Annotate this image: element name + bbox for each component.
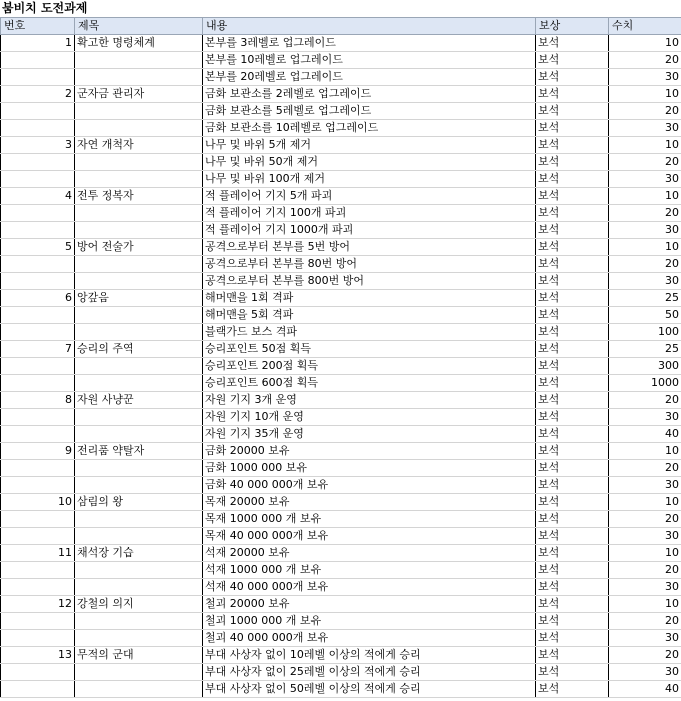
cell-reward[interactable]: 보석 (536, 562, 609, 579)
cell-name[interactable] (75, 307, 203, 324)
cell-no[interactable]: 7 (1, 341, 75, 358)
cell-desc[interactable]: 철괴 20000 보유 (203, 596, 536, 613)
cell-name[interactable]: 전투 정복자 (75, 188, 203, 205)
cell-amount[interactable]: 20 (609, 647, 681, 664)
cell-desc[interactable]: 목재 1000 000 개 보유 (203, 511, 536, 528)
cell-name[interactable] (75, 477, 203, 494)
cell-amount[interactable]: 20 (609, 52, 681, 69)
table-row (1, 596, 681, 613)
cell-amount[interactable]: 30 (609, 222, 681, 239)
cell-desc[interactable]: 나무 및 바위 50개 제거 (203, 154, 536, 171)
cell-no[interactable]: 5 (1, 239, 75, 256)
cell-desc[interactable]: 철괴 40 000 000개 보유 (203, 630, 536, 647)
cell-no[interactable] (1, 511, 75, 528)
cell-reward[interactable]: 보석 (536, 86, 609, 103)
cell-desc[interactable]: 공격으로부터 본부를 800번 방어 (203, 273, 536, 290)
cell-reward[interactable]: 보석 (536, 613, 609, 630)
cell-amount[interactable]: 20 (609, 562, 681, 579)
cell-reward[interactable]: 보석 (536, 647, 609, 664)
cell-no[interactable]: 4 (1, 188, 75, 205)
table-row (1, 86, 681, 103)
cell-amount[interactable]: 30 (609, 171, 681, 188)
cell-reward[interactable]: 보석 (536, 528, 609, 545)
header-name[interactable]: 제목 (75, 18, 203, 35)
cell-amount[interactable]: 25 (609, 341, 681, 358)
cell-no[interactable] (1, 256, 75, 273)
cell-no[interactable] (1, 460, 75, 477)
cell-no[interactable]: 13 (1, 647, 75, 664)
cell-amount[interactable]: 100 (609, 324, 681, 341)
table-row (1, 681, 681, 698)
cell-no[interactable] (1, 562, 75, 579)
cell-reward[interactable]: 보석 (536, 120, 609, 137)
cell-reward[interactable]: 보석 (536, 103, 609, 120)
cell-name[interactable] (75, 460, 203, 477)
cell-desc[interactable]: 승리포인트 200점 획득 (203, 358, 536, 375)
cell-no[interactable] (1, 528, 75, 545)
cell-amount[interactable]: 30 (609, 630, 681, 647)
table-row (1, 664, 681, 681)
cell-reward[interactable]: 보석 (536, 426, 609, 443)
achievements-table (0, 17, 681, 698)
cell-desc[interactable]: 승리포인트 50점 획득 (203, 341, 536, 358)
cell-name[interactable] (75, 511, 203, 528)
cell-reward[interactable]: 보석 (536, 307, 609, 324)
cell-desc[interactable]: 부대 사상자 없이 25레벨 이상의 적에게 승리 (203, 664, 536, 681)
table-row (1, 171, 681, 188)
cell-desc[interactable]: 자원 기지 35개 운영 (203, 426, 536, 443)
cell-amount[interactable]: 30 (609, 120, 681, 137)
cell-desc[interactable]: 부대 사상자 없이 10레벨 이상의 적에게 승리 (203, 647, 536, 664)
cell-no[interactable] (1, 579, 75, 596)
cell-amount[interactable]: 20 (609, 613, 681, 630)
cell-desc[interactable]: 목재 20000 보유 (203, 494, 536, 511)
cell-amount[interactable]: 10 (609, 443, 681, 460)
cell-reward[interactable]: 보석 (536, 664, 609, 681)
cell-no[interactable]: 11 (1, 545, 75, 562)
cell-reward[interactable]: 보석 (536, 222, 609, 239)
cell-amount[interactable]: 20 (609, 511, 681, 528)
header-reward[interactable]: 보상 (536, 18, 609, 35)
cell-reward[interactable]: 보석 (536, 205, 609, 222)
cell-desc[interactable]: 나무 및 바위 5개 제거 (203, 137, 536, 154)
cell-desc[interactable]: 금화 1000 000 보유 (203, 460, 536, 477)
cell-name[interactable] (75, 52, 203, 69)
table-row (1, 460, 681, 477)
cell-name[interactable] (75, 562, 203, 579)
cell-reward[interactable]: 보석 (536, 579, 609, 596)
cell-amount[interactable]: 30 (609, 579, 681, 596)
cell-name[interactable] (75, 528, 203, 545)
cell-desc[interactable]: 적 플레이어 기지 1000개 파괴 (203, 222, 536, 239)
cell-desc[interactable]: 적 플레이어 기지 100개 파괴 (203, 205, 536, 222)
cell-desc[interactable]: 철괴 1000 000 개 보유 (203, 613, 536, 630)
cell-name[interactable] (75, 324, 203, 341)
cell-reward[interactable]: 보석 (536, 596, 609, 613)
table-row (1, 545, 681, 562)
cell-desc[interactable]: 해머맨을 1회 격파 (203, 290, 536, 307)
cell-name[interactable]: 삼림의 왕 (75, 494, 203, 511)
cell-no[interactable] (1, 613, 75, 630)
cell-reward[interactable]: 보석 (536, 681, 609, 698)
cell-reward[interactable]: 보석 (536, 137, 609, 154)
cell-amount[interactable]: 10 (609, 35, 681, 52)
cell-reward[interactable]: 보석 (536, 324, 609, 341)
cell-amount[interactable]: 30 (609, 409, 681, 426)
cell-desc[interactable]: 공격으로부터 본부를 5번 방어 (203, 239, 536, 256)
cell-name[interactable]: 앙갚음 (75, 290, 203, 307)
cell-amount[interactable]: 10 (609, 545, 681, 562)
cell-amount[interactable]: 50 (609, 307, 681, 324)
table-row (1, 562, 681, 579)
cell-name[interactable] (75, 375, 203, 392)
cell-amount[interactable]: 20 (609, 256, 681, 273)
cell-reward[interactable]: 보석 (536, 545, 609, 562)
cell-amount[interactable]: 20 (609, 154, 681, 171)
table-row (1, 494, 681, 511)
table-row (1, 35, 681, 52)
cell-reward[interactable]: 보석 (536, 154, 609, 171)
cell-desc[interactable]: 공격으로부터 본부를 80번 방어 (203, 256, 536, 273)
cell-name[interactable]: 군자금 관리자 (75, 86, 203, 103)
cell-reward[interactable]: 보석 (536, 392, 609, 409)
cell-amount[interactable]: 40 (609, 426, 681, 443)
cell-desc[interactable]: 본부를 10레벨로 업그레이드 (203, 52, 536, 69)
cell-amount[interactable]: 20 (609, 205, 681, 222)
cell-no[interactable] (1, 52, 75, 69)
cell-reward[interactable]: 보석 (536, 290, 609, 307)
table-row (1, 188, 681, 205)
cell-name[interactable] (75, 664, 203, 681)
cell-desc[interactable]: 블랙가드 보스 격파 (203, 324, 536, 341)
cell-name[interactable] (75, 409, 203, 426)
cell-no[interactable] (1, 664, 75, 681)
table-row (1, 613, 681, 630)
cell-no[interactable] (1, 307, 75, 324)
cell-name[interactable]: 방어 전술가 (75, 239, 203, 256)
cell-no[interactable]: 8 (1, 392, 75, 409)
cell-no[interactable] (1, 426, 75, 443)
table-row (1, 443, 681, 460)
cell-name[interactable]: 자원 사냥꾼 (75, 392, 203, 409)
table-row (1, 256, 681, 273)
cell-name[interactable] (75, 681, 203, 698)
cell-no[interactable]: 6 (1, 290, 75, 307)
cell-no[interactable]: 12 (1, 596, 75, 613)
header-row (1, 18, 681, 35)
cell-desc[interactable]: 해머맨을 5회 격파 (203, 307, 536, 324)
cell-no[interactable] (1, 324, 75, 341)
cell-no[interactable] (1, 154, 75, 171)
cell-desc[interactable]: 적 플레이어 기지 5개 파괴 (203, 188, 536, 205)
table-row (1, 375, 681, 392)
cell-reward[interactable]: 보석 (536, 188, 609, 205)
table-row (1, 324, 681, 341)
table-row (1, 392, 681, 409)
cell-amount[interactable]: 20 (609, 460, 681, 477)
cell-amount[interactable]: 10 (609, 86, 681, 103)
cell-desc[interactable]: 승리포인트 600점 획득 (203, 375, 536, 392)
table-row (1, 630, 681, 647)
table-row (1, 273, 681, 290)
table-row (1, 358, 681, 375)
cell-reward[interactable]: 보석 (536, 630, 609, 647)
cell-reward[interactable]: 보석 (536, 256, 609, 273)
cell-reward[interactable]: 보석 (536, 477, 609, 494)
cell-amount[interactable]: 30 (609, 528, 681, 545)
cell-name[interactable] (75, 613, 203, 630)
cell-desc[interactable]: 본부를 3레벨로 업그레이드 (203, 35, 536, 52)
sheet-title: 붐비치 도전과제 (2, 1, 88, 15)
cell-amount[interactable]: 30 (609, 664, 681, 681)
cell-reward[interactable]: 보석 (536, 273, 609, 290)
cell-reward[interactable]: 보석 (536, 358, 609, 375)
cell-amount[interactable]: 1000 (609, 375, 681, 392)
cell-desc[interactable]: 자원 기지 3개 운영 (203, 392, 536, 409)
cell-no[interactable] (1, 171, 75, 188)
table-row (1, 409, 681, 426)
cell-desc[interactable]: 나무 및 바위 100개 제거 (203, 171, 536, 188)
table-row (1, 52, 681, 69)
table-row (1, 307, 681, 324)
cell-amount[interactable]: 10 (609, 239, 681, 256)
cell-desc[interactable]: 금화 40 000 000개 보유 (203, 477, 536, 494)
table-row (1, 154, 681, 171)
cell-name[interactable] (75, 154, 203, 171)
cell-desc[interactable]: 석재 20000 보유 (203, 545, 536, 562)
table-row (1, 511, 681, 528)
cell-no[interactable] (1, 120, 75, 137)
cell-name[interactable] (75, 256, 203, 273)
header-amount[interactable]: 수치 (609, 18, 681, 35)
cell-name[interactable] (75, 171, 203, 188)
cell-reward[interactable]: 보석 (536, 375, 609, 392)
cell-name[interactable] (75, 120, 203, 137)
cell-reward[interactable]: 보석 (536, 494, 609, 511)
cell-amount[interactable]: 30 (609, 69, 681, 86)
cell-amount[interactable]: 10 (609, 137, 681, 154)
cell-name[interactable] (75, 273, 203, 290)
cell-no[interactable] (1, 205, 75, 222)
cell-desc[interactable]: 석재 1000 000 개 보유 (203, 562, 536, 579)
table-row (1, 205, 681, 222)
cell-amount[interactable]: 25 (609, 290, 681, 307)
cell-no[interactable] (1, 103, 75, 120)
cell-no[interactable] (1, 222, 75, 239)
cell-name[interactable]: 확고한 명령체계 (75, 35, 203, 52)
cell-name[interactable]: 자연 개척자 (75, 137, 203, 154)
cell-reward[interactable]: 보석 (536, 460, 609, 477)
table-row (1, 222, 681, 239)
cell-desc[interactable]: 부대 사상자 없이 50레벨 이상의 적에게 승리 (203, 681, 536, 698)
cell-desc[interactable]: 금화 보관소를 10레벨로 업그레이드 (203, 120, 536, 137)
cell-name[interactable]: 무적의 군대 (75, 647, 203, 664)
cell-no[interactable] (1, 409, 75, 426)
table-row (1, 341, 681, 358)
cell-no[interactable] (1, 681, 75, 698)
cell-no[interactable] (1, 630, 75, 647)
table-row (1, 647, 681, 664)
cell-no[interactable]: 10 (1, 494, 75, 511)
table-row (1, 579, 681, 596)
table-row (1, 239, 681, 256)
cell-name[interactable]: 전리품 약탈자 (75, 443, 203, 460)
cell-no[interactable] (1, 69, 75, 86)
cell-reward[interactable]: 보석 (536, 52, 609, 69)
cell-reward[interactable]: 보석 (536, 409, 609, 426)
cell-desc[interactable]: 석재 40 000 000개 보유 (203, 579, 536, 596)
cell-reward[interactable]: 보석 (536, 171, 609, 188)
cell-reward[interactable]: 보석 (536, 443, 609, 460)
cell-amount[interactable]: 20 (609, 103, 681, 120)
cell-desc[interactable]: 금화 보관소를 5레벨로 업그레이드 (203, 103, 536, 120)
cell-no[interactable]: 2 (1, 86, 75, 103)
cell-name[interactable]: 채석장 기습 (75, 545, 203, 562)
cell-amount[interactable]: 300 (609, 358, 681, 375)
cell-amount[interactable]: 30 (609, 477, 681, 494)
cell-name[interactable] (75, 222, 203, 239)
cell-name[interactable]: 강철의 의지 (75, 596, 203, 613)
table-row (1, 528, 681, 545)
cell-amount[interactable]: 40 (609, 681, 681, 698)
cell-name[interactable] (75, 103, 203, 120)
header-no[interactable]: 번호 (1, 18, 75, 35)
table-row (1, 477, 681, 494)
cell-desc[interactable]: 본부를 20레벨로 업그레이드 (203, 69, 536, 86)
cell-amount[interactable]: 20 (609, 392, 681, 409)
cell-reward[interactable]: 보석 (536, 239, 609, 256)
cell-reward[interactable]: 보석 (536, 341, 609, 358)
table-row (1, 69, 681, 86)
cell-name[interactable] (75, 579, 203, 596)
cell-desc[interactable]: 금화 보관소를 2레벨로 업그레이드 (203, 86, 536, 103)
cell-reward[interactable]: 보석 (536, 511, 609, 528)
cell-no[interactable] (1, 358, 75, 375)
cell-reward[interactable]: 보석 (536, 35, 609, 52)
cell-amount[interactable]: 10 (609, 494, 681, 511)
cell-desc[interactable]: 자원 기지 10개 운영 (203, 409, 536, 426)
table-row (1, 290, 681, 307)
table-row (1, 103, 681, 120)
cell-no[interactable] (1, 375, 75, 392)
cell-desc[interactable]: 금화 20000 보유 (203, 443, 536, 460)
cell-name[interactable]: 승리의 주역 (75, 341, 203, 358)
table-row (1, 137, 681, 154)
cell-name[interactable] (75, 630, 203, 647)
cell-name[interactable] (75, 358, 203, 375)
table-row (1, 426, 681, 443)
cell-no[interactable]: 9 (1, 443, 75, 460)
cell-no[interactable] (1, 273, 75, 290)
cell-name[interactable] (75, 69, 203, 86)
cell-name[interactable] (75, 205, 203, 222)
cell-name[interactable] (75, 426, 203, 443)
cell-reward[interactable]: 보석 (536, 69, 609, 86)
cell-amount[interactable]: 10 (609, 596, 681, 613)
cell-desc[interactable]: 목재 40 000 000개 보유 (203, 528, 536, 545)
cell-no[interactable]: 3 (1, 137, 75, 154)
cell-no[interactable]: 1 (1, 35, 75, 52)
header-desc[interactable]: 내용 (203, 18, 536, 35)
table-row (1, 120, 681, 137)
cell-amount[interactable]: 10 (609, 188, 681, 205)
cell-no[interactable] (1, 477, 75, 494)
cell-amount[interactable]: 30 (609, 273, 681, 290)
table-body (1, 35, 681, 698)
